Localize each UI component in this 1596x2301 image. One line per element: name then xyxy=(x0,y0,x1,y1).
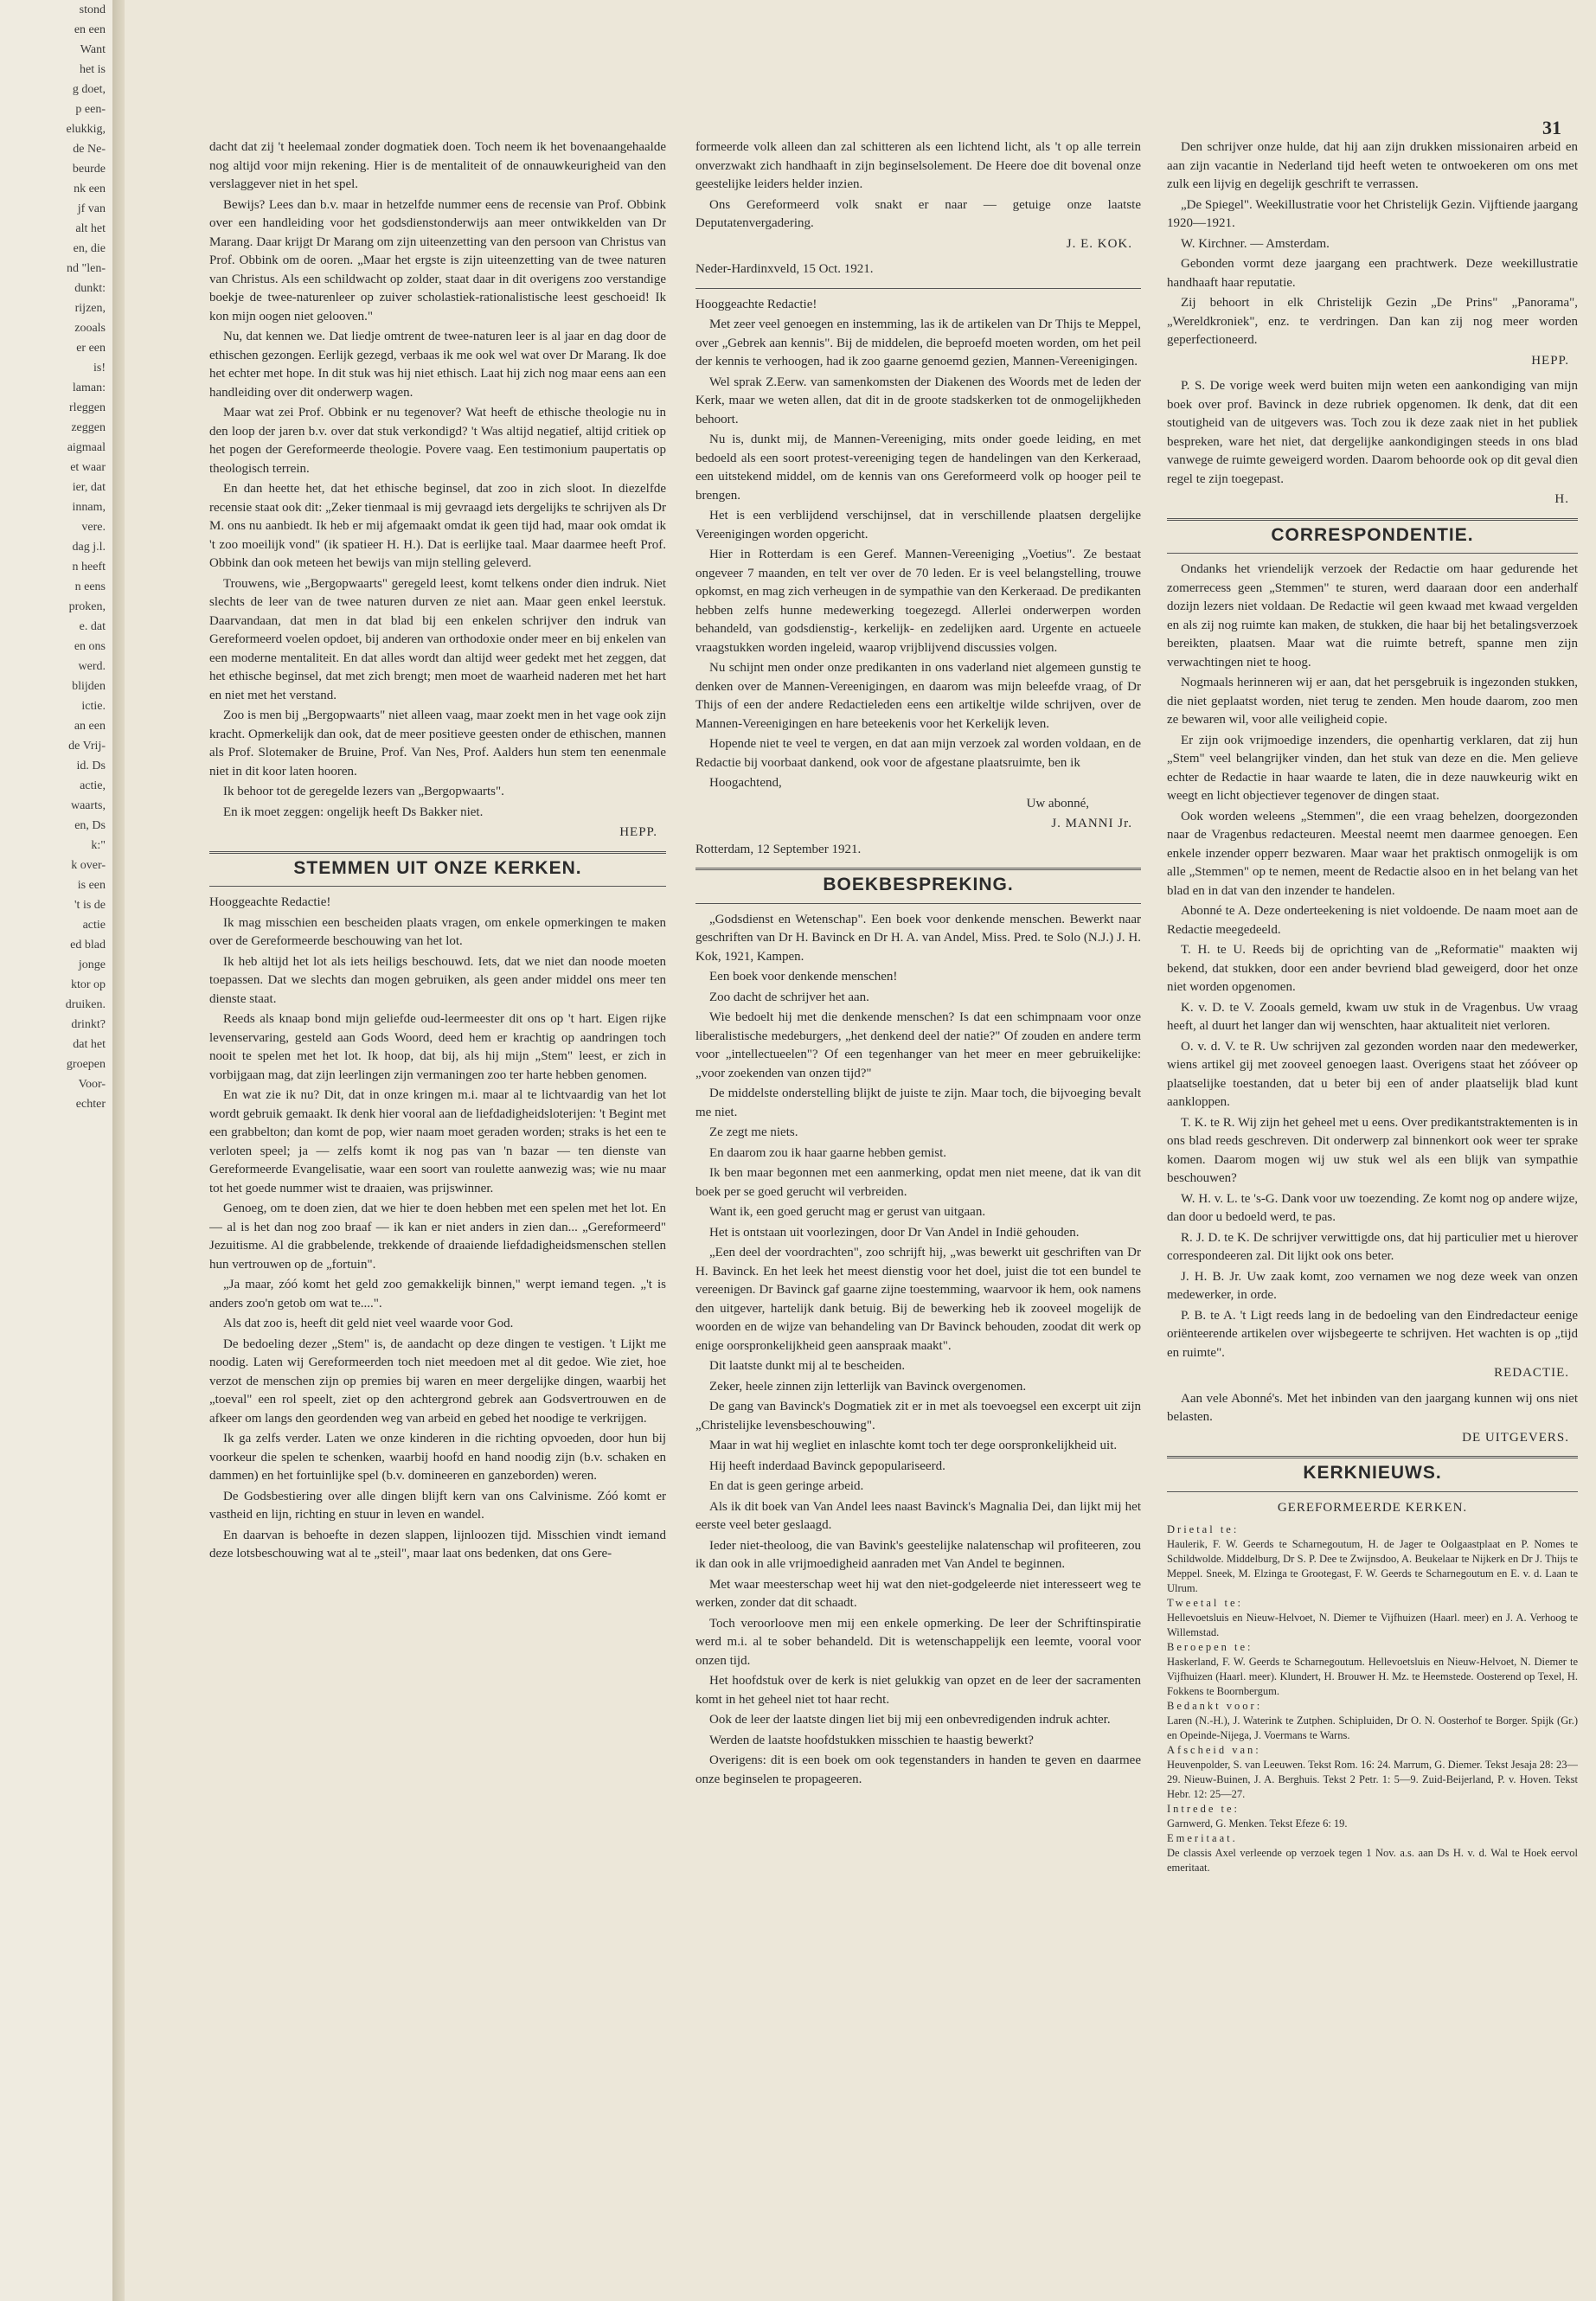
review-paragraph: Overigens: dit is een boek om ook tegenstanders in handen te geven en daarmee onze beginselen te propageeren. xyxy=(695,1753,1141,1786)
col2-letter-paragraph: Hopende niet te veel te vergen, en dat aan mijn verzoek zal worden voldaan, en de Redactie bij voorbaat dankend, ook voor de afgestane plaatsruimte, ben ik xyxy=(695,737,1141,770)
section-rule xyxy=(1167,1456,1578,1458)
margin-fragment-line: an een xyxy=(74,720,106,733)
margin-fragment-line: g doet, xyxy=(72,83,106,96)
col1-letter-paragraph: En daarvan is behoefte in dezen slappen, lijnloozen tijd. Misschien vindt iemand deze lotsbeschouwing wat al te „steil", maar laat ons bedenken, dat ons Gere- xyxy=(209,1528,666,1561)
section-rule xyxy=(209,886,666,887)
review-paragraph: Maar in wat hij wegliet en inlaschte komt toch ter dege oorspronkelijkheid uit. xyxy=(709,1439,1118,1452)
col2-letter-paragraph: Nu is, dunkt mij, de Mannen-Vereeniging, mits onder goede leiding, en met bedoeld als een soort protest-vereeniging tegen de handelingen van den Kerkeraad, een uitstekend middel, om de kennis van ons Gereformeerd volk op hooger peil te brengen. xyxy=(695,433,1141,503)
margin-fragment-line: er een xyxy=(76,342,106,355)
author-signature: DE UITGEVERS. xyxy=(1462,1430,1569,1445)
margin-fragment-line: n eens xyxy=(74,580,106,593)
review-paragraph: Dit laatste dunkt mij al te bescheiden. xyxy=(709,1359,906,1373)
col2-letter-paragraph: Wel sprak Z.Eerw. van samenkomsten der Diakenen des Woords met de leden der Kerk, maar we weten allen, dat dit in de groote stadskerken tot de onmogelijkheden behoort. xyxy=(695,375,1141,426)
margin-fragment-line: en een xyxy=(74,23,106,36)
news-text: Haulerik, F. W. Geerds te Scharnegoutum, H. de Jager te Oolgaastplaat en P. Nomes te Schildwolde. Middelburg, Dr S. P. Dee te Zwijnsdoo, A. Beukelaar te Nijkerk en Dr J. Thijs te Meppel. Sneek, M. Elzinga te Grootegast, F. W. Geerds te Scharnegoutum en E. v. d. Laan te Ulrum. xyxy=(1167,1538,1578,1594)
section-rule xyxy=(1167,553,1578,554)
section-rule xyxy=(695,903,1141,904)
review-paragraph: Wie bedoelt hij met die denkende menschen? Is dat een schimpnaam voor onze liberalistische medeburgers, „het denkend deel der natie?" Of zouden en andere term voor „intellectueelen"? Of een tegenhanger van het meer en meer gebruikelijke: „voor zoekenden van onzen tijd?" xyxy=(695,1010,1141,1080)
news-label: Drietal te: xyxy=(1167,1523,1240,1535)
col1-paragraph: Ik behoor tot de geregelde lezers van „Bergopwaarts". xyxy=(223,785,504,798)
col1-paragraph: Zoo is men bij „Bergopwaarts" niet alleen vaag, maar zoekt men in het vage ook zijn kracht. Opmerkelijk dan ook, dat de meer positieve geesten onder de ethischen, mannen als Prof. Slotemaker de Bruine, Prof. Van Nes, Prof. Aalders hun stem ten eenenmale niet in dit koor laten hooren. xyxy=(209,708,666,779)
col2-letter-paragraph: Met zeer veel genoegen en instemming, las ik de artikelen van Dr Thijs te Meppel, over „Gebrek aan kennis". Bij de middelen, die beproefd moeten worden, om het peil der kennis te verhoogen, had ik zoo gaarne genoemd gezien, Mannen-Vereenigingen. xyxy=(695,317,1141,369)
margin-fragment-line: n heeft xyxy=(72,561,106,574)
col1-paragraph: Nu, dat kennen we. Dat liedje omtrent de twee-naturen leer is al jaar en dag door de ethischen gezongen. Eerlijk gezegd, verbaas ik me ook wel wat over Dr Marang. Ik doe het echter met hope. In dit stuk was hij niet ethisch. Laat hij zich nog maar eens aan een handleiding over dit onderwerp wagen. xyxy=(209,330,666,400)
col2-paragraph: Ons Gereformeerd volk snakt er naar — getuige onze laatste Deputatenvergadering. xyxy=(695,197,1141,230)
review-paragraph: Ze zegt me niets. xyxy=(709,1125,798,1139)
page-fold-shadow xyxy=(112,0,125,2301)
margin-fragment-line: actie xyxy=(82,919,106,932)
section-rule xyxy=(695,288,1141,289)
corr-paragraph: Nogmaals herinneren wij er aan, dat het persgebruik is ingezonden stukken, die niet geplaatst worden, niet terug te zenden. Men houde daarom, zoo men ze bewaren wil, voor alle veiligheid copie. xyxy=(1167,676,1578,727)
col3-paragraph: Gebonden vormt deze jaargang een prachtwerk. Deze weekillustratie handhaaft haar reputatie. xyxy=(1167,257,1578,290)
col1-paragraph: Maar wat zei Prof. Obbink er nu tegenover? Wat heeft de ethische theologie nu in den loop der jaren b.v. over dat stuk verkondigd? 't Was altijd negatief, altijd critiek op het pogen der Gereformeerde theologie. Povere vaag. Een testimonium paupertatis op theologisch terrein. xyxy=(209,406,666,476)
spiegel-publisher: W. Kirchner. — Amsterdam. xyxy=(1181,236,1330,251)
section-rule xyxy=(209,851,666,854)
margin-fragment-line: actie, xyxy=(80,779,106,792)
margin-fragment-line: et waar xyxy=(70,461,106,474)
news-text: Haskerland, F. W. Geerds te Scharnegoutum. Hellevoetsluis en Nieuw-Helvoet, N. Diemer te Vijfhuizen (Haarl. meer). Klundert, H. Brouwer H. Mz. te Heemstede. Oosterend op Texel, H. Fokkens te Boornbergum. xyxy=(1167,1656,1578,1697)
notice-paragraph: Aan vele Abonné's. Met het inbinden van den jaargang kunnen wij ons niet belasten. xyxy=(1167,1391,1578,1424)
margin-fragment-line: werd. xyxy=(78,660,106,673)
corr-paragraph: T. H. te U. Reeds bij de oprichting van de „Reformatie" maakten wij bekend, dat stukken, door een ander bevriend blad geweigerd, door het onze niet worden opgenomen. xyxy=(1167,943,1578,994)
section-heading-kerknieuws: KERKNIEUWS. xyxy=(1303,1463,1442,1483)
margin-fragment-line: rijzen, xyxy=(74,302,106,315)
margin-fragment-line: stond xyxy=(79,3,106,16)
news-label: Bedankt voor: xyxy=(1167,1700,1263,1712)
margin-fragment-line: is een xyxy=(77,879,106,892)
news-text: Laren (N.-H.), J. Waterink te Zutphen. Schipluiden, Dr O. N. Oosterhof te Borger. Spijk (Gr.) en Opeinde-Nijega, J. Voermans te Warns. xyxy=(1167,1715,1578,1741)
review-paragraph: Toch veroorloove men mij een enkele opmerking. De leer der Schriftinspiratie werd m.i. al te sober behandeld. Dit is wetenschappelijk een leemte, vooral voor onzen tijd. xyxy=(695,1616,1141,1668)
col1-letter-paragraph: Ik heb altijd het lot als iets heiligs beschouwd. Iets, dat we niet dan noode moeten toepassen. Dat we slechts dan mogen gebruiken, als geen ander middel ons meer ten dienste staat. xyxy=(209,954,666,1006)
review-paragraph: Ik ben maar begonnen met een aanmerking, opdat men niet meene, dat ik van dit boek per se goed gerucht wil verbreiden. xyxy=(695,1166,1141,1199)
corr-paragraph: Er zijn ook vrijmoedige inzenders, die openhartig verklaren, dat zij hun „Stem" veel belangrijker vinden, dan het stuk van deze en die. Men gelieve echter de Redactie in haar waarde te laten, die in deze nauwkeurig wikt en weegt en licht objectiever tegenover de dingen staat. xyxy=(1167,733,1578,803)
margin-fragment-line: de Ne- xyxy=(73,143,106,156)
subheading-gereformeerde-kerken: GEREFORMEERDE KERKEN. xyxy=(1277,1500,1468,1515)
place-date: Neder-Hardinxveld, 15 Oct. 1921. xyxy=(695,262,874,276)
author-signature: J. MANNI Jr. xyxy=(1051,817,1132,830)
margin-fragment-line: jonge xyxy=(78,958,106,971)
place-date: Rotterdam, 12 September 1921. xyxy=(695,842,862,856)
margin-fragment-line: innam, xyxy=(72,501,106,514)
news-text: Heuvenpolder, S. van Leeuwen. Tekst Rom. 16: 24. Marrum, G. Diemer. Tekst Jesaja 28: 23—29. Nieuw-Buinen, J. A. Berghuis. Tekst 2 Petr. 1: 5—9. Zuid-Beijerland, P. v. Hoven. Tekst Hebr. 12: 25—27. xyxy=(1167,1759,1578,1800)
col1-letter-paragraph: En wat zie ik nu? Dit, dat in onze kringen m.i. maar al te lichtvaardig van het lot wordt gebruik gemaakt. Ik denk hier vooral aan de liefdadigheidsloterijen: 't Begint met een grabbelton; dan komt de pop, wier naam moet geraden worden; straks is het een te verloten speel; ja — zelfs komt ik nog pas van 'n bazar — ten dienste van Gereformeerde Evangelisatie, waar een soort van roulette aanwezig was; wie nu maar tot het goede nummer wist te draaien, was prijswinner. xyxy=(209,1088,666,1195)
left-page-margin-fragment xyxy=(0,0,112,2301)
margin-fragment-line: laman: xyxy=(72,381,106,394)
spiegel-title: „De Spiegel". Weekillustratie voor het Christelijk Gezin. Vijftiende jaargang 1920—1921. xyxy=(1167,197,1578,230)
margin-fragment-line: nd "len- xyxy=(67,262,106,275)
col1-letter-paragraph: Reeds als knaap bond mijn geliefde oud-leermeester dit ons op 't hart. Eigen rijke levenservaring, gesteld aan Gods Woord, deed hem er krachtig op aandringen toch nooit te spelen met het lot. Ik hoop, dat bij, als hij mijn „Stem" leest, er zich in vorbijgaan mag, dat zijn leerlingen zijn vermaningen zoo ter harte hebben genomen. xyxy=(209,1012,666,1082)
col1-letter-paragraph: Ik mag misschien een bescheiden plaats vragen, om enkele opmerkingen te maken over de Gereformeerde beschouwing van het lot. xyxy=(209,915,666,948)
margin-fragment-line: proken, xyxy=(68,600,106,613)
review-paragraph: Want ik, een goed gerucht mag er gerust van uitgaan. xyxy=(709,1205,986,1219)
col1-letter-paragraph: Als dat zoo is, heeft dit geld niet veel waarde voor God. xyxy=(223,1317,514,1330)
author-signature: H. xyxy=(1554,492,1569,506)
corr-paragraph: Ook worden weleens „Stemmen", die een vraag behelzen, doorgezonden naar de Vragenbus redacteuren. Meestal neemt men daarmee genoegen. Een enkele inzender opperr bezwaren. Maar waar het praktisch onmogelijk is om alle „Stemmen" op te nemen, meent de Redactie alsoo en in het belang van het blad en in dat van den inzender te handelen. xyxy=(1167,809,1578,898)
review-paragraph: Het hoofdstuk over de kerk is niet gelukkig van opzet en de leer der sacramenten komt in het geheel niet tot haar recht. xyxy=(695,1674,1141,1707)
main-sheet xyxy=(125,0,1596,2301)
margin-fragment-line: ed blad xyxy=(70,939,106,952)
review-paragraph: En daarom zou ik haar gaarne hebben gemist. xyxy=(709,1145,947,1160)
corr-paragraph: Abonné te A. Deze onderteekening is niet voldoende. De naam moet aan de Redactie meegedeeld. xyxy=(1167,904,1578,937)
margin-fragment-line: en ons xyxy=(74,640,106,653)
margin-fragment-line: blijden xyxy=(72,680,106,693)
news-label: Beroepen te: xyxy=(1167,1641,1253,1653)
section-rule xyxy=(1167,1491,1578,1492)
review-paragraph: Het is ontstaan uit voorlezingen, door Dr Van Andel in Indië gehouden. xyxy=(709,1225,1080,1240)
author-signature: HEPP. xyxy=(1531,353,1569,368)
corr-paragraph: J. H. B. Jr. Uw zaak komt, zoo vernamen we nog deze week van onzen medewerker, in orde. xyxy=(1167,1269,1578,1302)
review-paragraph: „Een deel der voordrachten", zoo schrijft hij, „was bewerkt uit geschriften van Dr H. Bavinck. En het leek het meest dienstig voor het doel, juist die tot een bundel te vereenigen. Dr Bavinck gaf gaarne zijne toestemming, waarvoor ik hem, ook namens den uitgever, hartelijk dank betuig. Bij de bewerking heb ik zooveel mogelijk de woorden en de wijze van behandeling van Dr Bavinck behouden, zoodat dit werk op enige oorspronkelijkheid geen aanspraak maakt". xyxy=(695,1246,1141,1353)
col1-letter-paragraph: „Ja maar, zóó komt het geld zoo gemakkelijk binnen," werpt iemand tegen. „'t is anders zoo'n getob om wat te....". xyxy=(209,1278,666,1311)
col1-paragraph: Trouwens, wie „Bergopwaarts" geregeld leest, komt telkens onder dien indruk. Niet slechts de leer van de twee naturen durven ze niet aan. Maar geen enkel leerstuk. Daarvandaan, dat men in dat blad bij een enkelen schrijver den indruk van Gereformeerd voelen opdoet, bij anderen van orthodoxie onder meer en bij enkelen van een moderne mentaliteit. En dat alles wordt dan altijd weer gedekt met het zeggen, dat het ethische beginsel, dat met zich brengt; men moet de waarheid naderen met het hart en niet met het verstand. xyxy=(209,576,666,702)
margin-fragment-line: rleggen xyxy=(69,401,106,414)
margin-fragment-line: ier, dat xyxy=(72,481,106,494)
review-paragraph: Ieder niet-theoloog, die van Bavink's geestelijke nalatenschap wil profiteeren, zou ik dan ook in alle vrijmoedigheid aanraden met Van Andel te beginnen. xyxy=(695,1538,1141,1571)
margin-fragment-line: en, die xyxy=(73,242,106,255)
page-number: 31 xyxy=(1542,117,1561,138)
column-1 xyxy=(209,138,666,2275)
review-paragraph: De middelste onderstelling blijkt de juiste te zijn. Maar toch, die bijvoeging bevalt me niet. xyxy=(695,1086,1141,1119)
review-paragraph: Zoo dacht de schrijver het aan. xyxy=(709,990,869,1004)
col1-paragraph: Bewijs? Lees dan b.v. maar in hetzelfde nummer eens de recensie van Prof. Obbink over een handleiding voor het godsdienstonderwijs aan meer ontwikkelden van Dr Marang. Daar krijgt Dr Marang om zijn uiteenzetting van den persoon van Christus van Prof. Obbink om de ooren. „Maar het ergste is zijn uiteenzetting van de twee naturen van Christus. Als een schildwacht op zolder, staat daar in dit overigens zoo verstandige boekje de twee-naturenleer op zuiver scholastiek-rationalistische leest geschoeid! Ik kon mijn oogen niet gelooven." xyxy=(209,197,666,324)
col2-paragraph: formeerde volk alleen dan zal schitteren als een lichtend licht, als 't op alle terrein onverzwakt zich handhaaft in zijn beginselsolement. De Heere doe dit bovenal onze geestelijke leiders helder inzien. xyxy=(695,140,1141,191)
news-label: Emeritaat. xyxy=(1167,1832,1238,1844)
margin-fragment-line: het is xyxy=(80,63,106,76)
section-heading-correspondentie: CORRESPONDENTIE. xyxy=(1271,524,1474,545)
margin-fragment-line: aigmaal xyxy=(67,441,106,454)
margin-fragment-line: k:" xyxy=(91,839,106,852)
margin-fragment-line: echter xyxy=(75,1098,106,1111)
margin-fragment-line: dunkt: xyxy=(74,282,106,295)
section-heading-stemmen: STEMMEN UIT ONZE KERKEN. xyxy=(293,857,582,878)
corr-paragraph: W. H. v. L. te 's-G. Dank voor uw toezending. Ze komt nog op andere wijze, dan door u bedoeld werd, te pas. xyxy=(1167,1191,1578,1224)
corr-paragraph: K. v. D. te V. Zooals gemeld, kwam uw stuk in de Vragenbus. Uw vraag heeft, al duurt het langer dan wij wenschten, haar aktualiteit niet verloren. xyxy=(1167,1000,1578,1033)
margin-fragment-line: p een- xyxy=(75,103,106,116)
col1-paragraph: En dan heette het, dat het ethische beginsel, dat zoo in zich sloot. In diezelfde recensie staat ook dit: „Zeker tienmaal is mij gevraagd iets dergelijks te schrijven als Dr M. ons nu aanbiedt. Ik heb er mij afgemaakt omdat ik geen tijd had, maar ook omdat ik 't zoo moeilijk vond" (ik spatieer H. H.). Dat is eerlijke taal. Maar daarmee heeft Prof. Obbink dan ook meteen het bewijs van mijn stelling geleverd. xyxy=(209,482,666,570)
margin-fragment-line: waarts, xyxy=(70,799,106,812)
review-paragraph: Ook de leer der laatste dingen liet bij mij een onbevredigenden indruk achter. xyxy=(709,1713,1111,1727)
col1-letter-paragraph: De Godsbestiering over alle dingen blijft kern van ons Calvinisme. Zóó komt er vastheid en lijn, richting en stuur in leven en wandel. xyxy=(209,1489,666,1522)
news-label: Tweetal te: xyxy=(1167,1597,1243,1609)
margin-fragment-line: vere. xyxy=(81,521,106,534)
news-text: Garnwerd, G. Menken. Tekst Efeze 6: 19. xyxy=(1167,1817,1348,1830)
col3-paragraph: Zij behoort in elk Christelijk Gezin „De Prins" „Panorama", „Wereldkroniek", enz. te verdringen. Dan kan zij nog meer worden geperfectioneerd. xyxy=(1167,296,1578,347)
margin-fragment-line: drinkt? xyxy=(71,1018,106,1031)
closing-signoff: Uw abonné, xyxy=(1026,796,1089,811)
margin-fragment-line: dag j.l. xyxy=(72,541,106,554)
section-rule xyxy=(695,868,1141,870)
author-signature: J. E. KOK. xyxy=(1066,236,1132,251)
margin-fragment-line: e. dat xyxy=(79,620,106,633)
margin-fragment-line: zeggen xyxy=(71,421,106,434)
margin-fragment-line: druiken. xyxy=(65,998,106,1011)
col1-letter-paragraph: Ik ga zelfs verder. Laten we onze kinderen in die richting opvoeden, door hun bij voorkeur die spelen te schenken, waarbij hoofd en hand noodig zijn (b.v. schaken en dammen) en het fortuinlijke spel (b.v. domineeren en ganzeborden) weren. xyxy=(209,1432,666,1483)
col1-paragraph: dacht dat zij 't heelemaal zonder dogmatiek doen. Toch neem ik het bovenaangehaalde nog altijd voor mijn rekening. Hier is de mentaliteit of de onnauwkeurigheid van den verslaggever niet in het spel. xyxy=(209,140,666,191)
margin-fragment-line: 't is de xyxy=(74,899,106,912)
news-label: Afscheid van: xyxy=(1167,1744,1261,1756)
column-3 xyxy=(1167,138,1578,2275)
col1-letter-paragraph: De bedoeling dezer „Stem" is, de aandacht op deze dingen te vestigen. 't Lijkt me noodig. Laten wij Gereformeerden toch niet meedoen met al dit gedoe. Wie ziet, hoe verzot de menschen zijn op premies bij waren en meer dergelijke dingen, waarbij het „toeval" een rol speelt, ziet op den achtergrond gebrek aan Godsvertrouwen en de afkeer om langs den geordenden weg van arbeid en gebed het noodige te verkrijgen. xyxy=(209,1336,666,1426)
review-paragraph: Met waar meesterschap weet hij wat den niet-godgeleerde niet interesseert weg te werken, zonder dat dit schaadt. xyxy=(695,1577,1141,1610)
review-paragraph: Als ik dit boek van Van Andel lees naast Bavinck's Magnalia Dei, dan lijkt mij het eerste veel beter geslaagd. xyxy=(695,1499,1141,1532)
news-text: Hellevoetsluis en Nieuw-Helvoet, N. Diemer te Vijfhuizen (Haarl. meer) en J. A. Verhoog te Willemstad. xyxy=(1167,1612,1578,1638)
author-signature: REDACTIE. xyxy=(1494,1366,1569,1380)
closing: Hoogachtend, xyxy=(709,776,782,790)
margin-fragment-line: nk een xyxy=(74,183,106,195)
corr-paragraph: P. B. te A. 't Ligt reeds lang in de bedoeling van den Eindredacteur eenige oriënteerende artikelen over wijsbegeerte te schrijven. Het wachten is op „tijd en ruimte". xyxy=(1167,1308,1578,1360)
corr-paragraph: R. J. D. te K. De schrijver verwittigde ons, dat hij particulier met u hierover correspondeeren zal. Dit lijkt ook ons beter. xyxy=(1167,1230,1578,1263)
margin-fragment-line: jf van xyxy=(77,202,106,215)
news-text: De classis Axel verleende op verzoek tegen 1 Nov. a.s. aan Ds H. v. d. Wal te Hoek eervol emeritaat. xyxy=(1167,1847,1578,1874)
salutation: Hooggeachte Redactie! xyxy=(209,895,331,909)
corr-paragraph: O. v. d. V. te R. Uw schrijven zal gezonden worden naar den medewerker, wiens artikel gij met zooveel genoegen laast. Overigens staat het zóóveer op plaatselijke toestanden, dat u beter bij een of ander plaatselijk blad kunt aankloppen. xyxy=(1167,1039,1578,1109)
author-signature: HEPP. xyxy=(619,825,657,839)
section-rule xyxy=(1167,518,1578,521)
review-paragraph: Zeker, heele zinnen zijn letterlijk van Bavinck overgenomen. xyxy=(709,1379,1027,1394)
col2-letter-paragraph: Het is een verblijdend verschijnsel, dat in verschillende plaatsen dergelijke Vereenigingen worden opgericht. xyxy=(695,509,1141,542)
section-heading-boekbespreking: BOEKBESPREKING. xyxy=(823,875,1014,894)
postscript: P. S. De vorige week werd buiten mijn weten een aankondiging van mijn boek over prof. Bavinck in deze rubriek opgenomen. Ik denk, dat dit een stoutigheid van de uitgevers was. Toch zou ik deze zaak niet in het publiek bespreken, ware het niet, dat dergelijke aankondigingen steeds in ons blad vanwege de ruimte geweigerd worden. Daarom behoorde ook op dit geval dien regel te zijn toegepast. xyxy=(1167,379,1578,486)
corr-paragraph: Ondanks het vriendelijk verzoek der Redactie om haar gedurende het zomerrecess geen „Stemmen" te sturen, werd daaraan door een anderhalf dozijn lezers niet voldaan. De Redactie wil geen kwaad met kwaad vergelden en als zij nog ruimte kan maken, de stukken, die haar bij het betalingsverzoek bereikten, plaatsen. Maar wat die ruimte betreft, spanne men zijn verwachtingen niet te hoog. xyxy=(1167,562,1578,670)
column-2 xyxy=(695,138,1141,2275)
margin-fragment-line: elukkig, xyxy=(66,123,106,136)
margin-fragment-line: ktor op xyxy=(70,978,106,991)
margin-fragment-line: Voor- xyxy=(78,1078,106,1091)
col3-paragraph: Den schrijver onze hulde, dat hij aan zijn drukken missionairen arbeid en aan zijn vacantie in Nederland tijd heeft weten te ontwoekeren om ons met zulk een lijvig en degelijk geschrift te verrassen. xyxy=(1167,140,1578,191)
review-paragraph: Werden de laatste hoofdstukken misschien te haastig bewerkt? xyxy=(709,1733,1034,1747)
col2-letter-paragraph: Hier in Rotterdam is een Geref. Mannen-Vereeniging „Voetius". Ze bestaat ongeveer 7 maanden, en telt ver over de 70 leden. Er is veel belangstelling, trouwe opkomst, en mag zich verheugen in de sympathie van den Kerkeraad. De predikanten hebben zelfs hunne medewerking toegezegd. Allerlei onderwerpen worden behandeld, van godsdienstig-, kerkelijk- en zedelijken aard. Urgente en actueele vraagstukken worden ingeleid, waarop vrijblijvend discussies volgen. xyxy=(695,548,1141,655)
margin-fragment-line: is! xyxy=(93,362,106,375)
review-paragraph: De gang van Bavinck's Dogmatiek zit er in met als toevoegsel een excerpt uit zijn „Christelijke levensbeschouwing". xyxy=(695,1400,1141,1433)
corr-paragraph: T. K. te R. Wij zijn het geheel met u eens. Over predikantstraktementen is in ons blad reeds geschreven. Dit onderwerp zal binnenkort ook weer ter sprake komen. Daarom mogen wij uw stuk wel als een blijk van sympathie beschouwen? xyxy=(1167,1115,1578,1185)
col1-paragraph: En ik moet zeggen: ongelijk heeft Ds Bakker niet. xyxy=(223,804,484,819)
review-paragraph: Hij heeft inderdaad Bavinck gepopulariseerd. xyxy=(709,1458,945,1473)
margin-fragment-line: zooals xyxy=(74,322,106,335)
margin-fragment-line: k over- xyxy=(71,859,106,872)
margin-fragment-line: de Vrij- xyxy=(68,740,106,753)
margin-fragment-line: ictie. xyxy=(81,700,106,713)
col1-letter-paragraph: Genoeg, om te doen zien, dat we hier te doen hebben met een spelen met het lot. En — al is het dan nog zoo braaf — ik kan er niet anders in zien dan... „Gereformeerd" Jezuitisme. Al die grabbelende, trekkende of draaiende liefdadigheidsmenschen stellen hun vertrouwen op de „fortuin". xyxy=(209,1202,666,1272)
margin-fragment-line: groepen xyxy=(66,1058,106,1071)
book-title: „Godsdienst en Wetenschap". Een boek voor denkende menschen. Bewerkt naar geschriften van Dr H. Bavinck en Dr H. A. van Andel, Miss. Pred. te Solo (N.J.) J. H. Kok, 1921, Kampen. xyxy=(695,912,1141,964)
review-paragraph: En dat is geen geringe arbeid. xyxy=(709,1479,864,1493)
church-news-list xyxy=(1167,1522,1578,1875)
margin-fragment-line: alt het xyxy=(75,222,106,235)
col2-letter-paragraph: Nu schijnt men onder onze predikanten in ons vaderland niet algemeen gunstig te denken over de Mannen-Vereenigingen, en daarom was mijn beleefde vraag, of Dr Thijs of een der andere Redactieleden eens een artikeltje wilde schrijven, over de Mannen-Vereenigingen en hare beteekenis voor het Kerkelijk leven. xyxy=(695,661,1141,731)
margin-fragment-line: beurde xyxy=(72,163,106,176)
news-label: Intrede te: xyxy=(1167,1803,1240,1815)
margin-fragment-line: en, Ds xyxy=(74,819,106,832)
salutation: Hooggeachte Redactie! xyxy=(695,297,817,311)
review-paragraph: Een boek voor denkende menschen! xyxy=(709,970,898,984)
margin-fragment-line: dat het xyxy=(73,1038,106,1051)
margin-fragment-line: id. Ds xyxy=(76,760,106,772)
margin-fragment-line: Want xyxy=(80,43,106,56)
